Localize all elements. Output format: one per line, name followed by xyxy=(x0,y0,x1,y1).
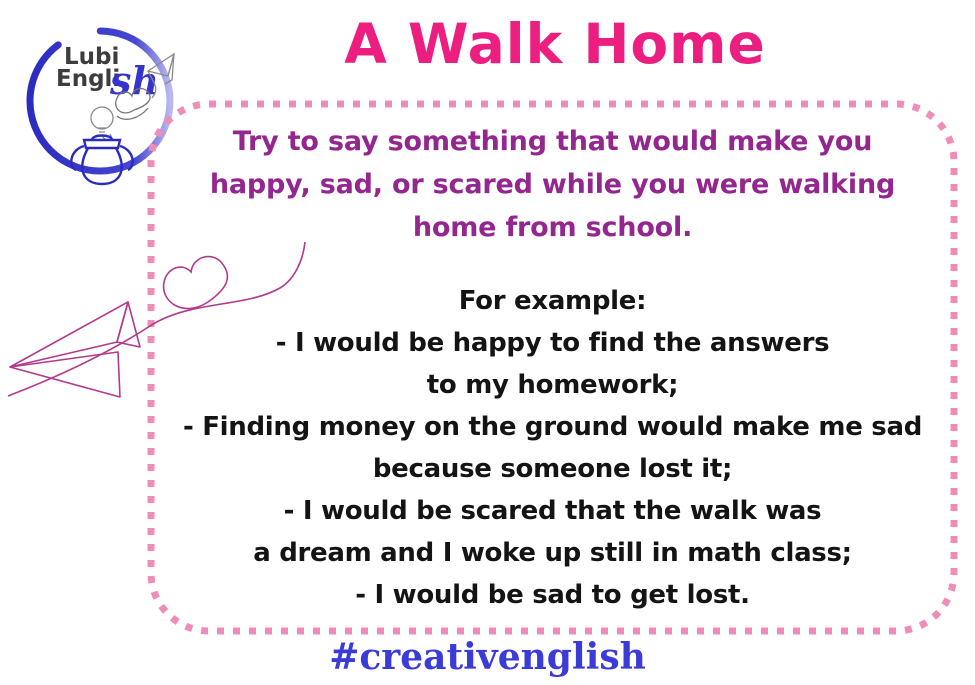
logo-word-lubi: Lubi xyxy=(64,44,120,70)
example-line: a dream and I woke up still in math class; xyxy=(253,538,852,568)
hashtag-text: #creativenglish xyxy=(329,636,646,678)
instruction-line: Try to say something that would make you xyxy=(232,126,873,157)
example-line: because someone lost it; xyxy=(372,454,733,484)
page-title: A Walk Home xyxy=(344,12,766,76)
instruction-line: home from school. xyxy=(412,212,693,243)
example-heading: For example: xyxy=(458,286,647,316)
logo-script-sh: sh xyxy=(110,58,160,103)
example-line: - I would be scared that the walk was xyxy=(283,496,822,526)
example-line: - I would be happy to find the answers xyxy=(275,328,830,358)
examples-text xyxy=(165,280,940,616)
logo-bag-icon xyxy=(71,136,132,185)
instruction-line: happy, sad, or scared while you were walking xyxy=(209,169,896,200)
plane-tail-flap xyxy=(117,302,140,347)
example-line: - I would be sad to get lost. xyxy=(355,580,750,610)
plane-lower-wing xyxy=(10,352,120,397)
example-line: to my homework; xyxy=(426,370,679,400)
instruction-text xyxy=(165,120,940,249)
task-card xyxy=(147,100,958,635)
plane-upper-wing xyxy=(10,302,128,367)
task-card-content xyxy=(165,120,940,616)
example-line: - Finding money on the ground would make me sad xyxy=(182,412,923,442)
logo-word-engli: Engli xyxy=(56,66,121,92)
